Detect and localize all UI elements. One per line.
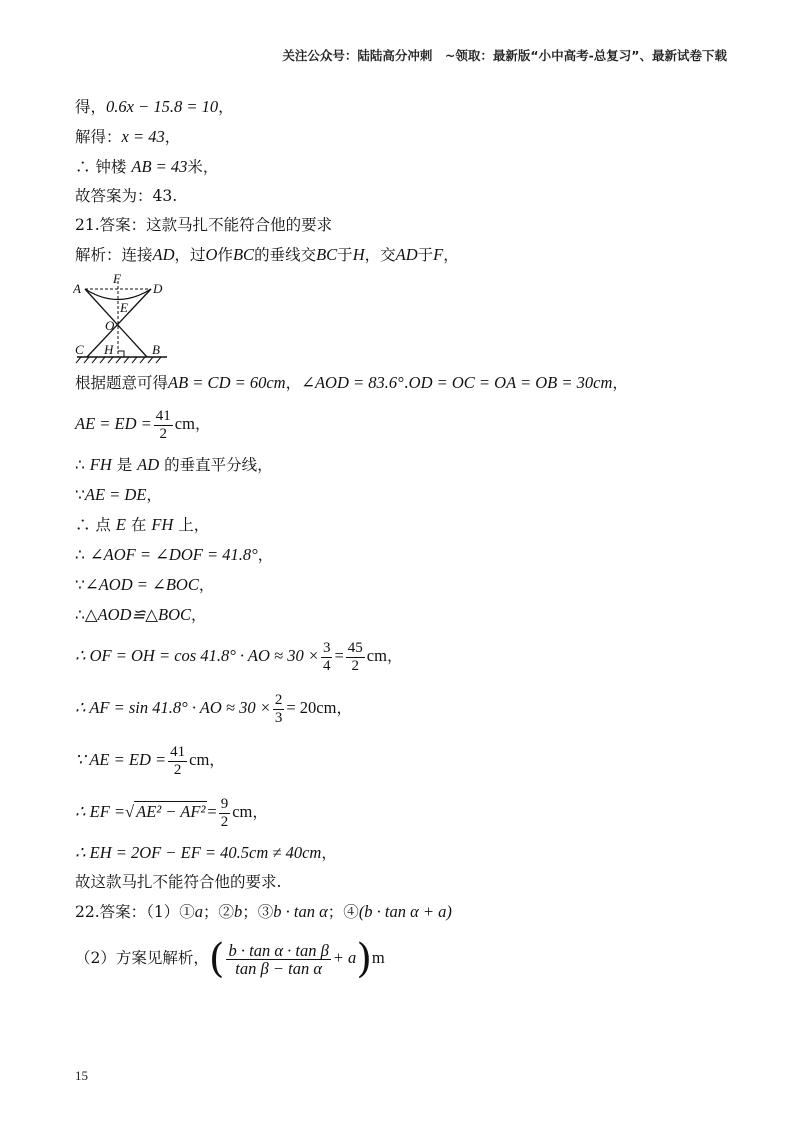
fraction xyxy=(154,408,173,443)
text: ， xyxy=(443,246,459,264)
math: (b · tan α + a) xyxy=(358,902,452,921)
text: ， xyxy=(257,546,274,564)
line-2 xyxy=(75,122,735,152)
line-3 xyxy=(75,152,735,182)
equals: = xyxy=(334,646,344,665)
text: ， xyxy=(252,803,268,821)
line-1 xyxy=(75,92,735,122)
line-7 xyxy=(75,368,735,398)
line-11 xyxy=(75,510,735,540)
numerator: 3 xyxy=(322,639,331,656)
label-b: B xyxy=(152,342,160,357)
line-16 xyxy=(75,682,735,734)
text: 于 xyxy=(337,246,353,264)
text: （2）方案见解析， xyxy=(75,949,209,967)
math: a xyxy=(194,902,204,921)
line-4: 故答案为：43. xyxy=(75,187,178,205)
text: 解得： xyxy=(75,128,122,146)
fraction xyxy=(168,744,187,779)
unit: cm xyxy=(174,414,195,433)
math: E xyxy=(115,515,126,534)
ground-hatch xyxy=(76,357,161,363)
text: 根据题意可得 xyxy=(75,374,169,392)
label-h: H xyxy=(104,342,114,357)
numerator: 41 xyxy=(155,407,171,424)
equation: x = 43 xyxy=(121,127,165,146)
text: ， xyxy=(209,751,225,769)
fraction xyxy=(219,796,231,831)
text: 的垂线交 xyxy=(254,246,317,264)
text: ；② xyxy=(203,903,235,921)
unit: cm xyxy=(366,646,387,665)
text: ∴ xyxy=(75,606,85,624)
text: 解析：连接 xyxy=(75,246,153,264)
equation: AE = DE xyxy=(84,485,147,504)
radicand: AE² − AF² xyxy=(136,802,206,821)
text: ∴ 点 xyxy=(75,516,116,534)
text: ， xyxy=(386,647,403,665)
denominator: 2 xyxy=(220,813,229,830)
unit: m xyxy=(371,948,385,967)
line-6 xyxy=(75,240,735,270)
math: b · tan α xyxy=(273,902,328,921)
numerator: 45 xyxy=(347,639,363,656)
text: ∴ xyxy=(75,456,90,474)
unit: cm xyxy=(189,750,210,769)
equation: ∴ AF = sin 41.8° · AO ≈ 30 × xyxy=(75,698,271,717)
text: ， xyxy=(612,374,628,392)
numerator: b · tan α · tan β xyxy=(228,940,329,960)
left-paren: ( xyxy=(208,936,225,982)
denominator: 2 xyxy=(159,425,168,442)
fraction xyxy=(346,640,365,675)
math: FH xyxy=(151,515,174,534)
equation: ∠AOF = ∠DOF = 41.8° xyxy=(89,545,258,564)
math: + a xyxy=(332,948,357,967)
math: AD xyxy=(395,245,418,264)
equation: AB = CD = 60cm xyxy=(168,373,286,392)
equation: ∠AOD = ∠BOC xyxy=(84,575,199,594)
line-17 xyxy=(75,734,735,786)
line-9 xyxy=(75,450,735,480)
document-body xyxy=(75,92,735,990)
line-8 xyxy=(75,398,735,450)
text: 作 xyxy=(217,246,233,264)
text: ；③ xyxy=(242,903,274,921)
denominator: 4 xyxy=(322,657,331,674)
text: ∵ xyxy=(75,576,85,594)
label-a: A xyxy=(73,281,81,296)
text: ；④ xyxy=(327,903,359,921)
numerator: 2 xyxy=(274,691,283,708)
line-12 xyxy=(75,540,735,570)
right-angle-mark xyxy=(118,351,124,357)
text: 22.答案：（1）① xyxy=(75,903,195,921)
label-c: C xyxy=(75,342,84,357)
text: 的垂直平分线， xyxy=(159,456,273,474)
text: ， xyxy=(191,606,207,624)
stool-diagram xyxy=(73,272,173,366)
right-paren: ) xyxy=(356,936,372,982)
text: 于 xyxy=(417,246,434,264)
unit: cm xyxy=(232,802,253,821)
math: F xyxy=(433,245,444,264)
denominator: 2 xyxy=(351,657,360,674)
text: ∵ xyxy=(75,486,85,504)
line-18 xyxy=(75,786,735,838)
fraction xyxy=(273,692,285,727)
math: AD xyxy=(152,245,175,264)
denominator: 3 xyxy=(274,709,283,726)
math: O xyxy=(205,245,218,264)
equation: ∵ AE = ED = xyxy=(75,750,167,769)
fraction xyxy=(226,942,330,977)
text: ， xyxy=(285,374,302,392)
equation: AB = 43 xyxy=(131,157,188,176)
line-13 xyxy=(75,570,735,600)
text: ， xyxy=(321,844,337,862)
math: AD xyxy=(137,455,160,474)
line-15 xyxy=(75,630,735,682)
text: ∴ 钟楼 xyxy=(75,158,132,176)
text: ， xyxy=(198,576,215,594)
sqrt-sign: √ xyxy=(125,802,135,821)
equation: = 20cm xyxy=(286,698,337,717)
label-d: D xyxy=(153,281,163,296)
label-e: E xyxy=(120,300,128,315)
text: 上， xyxy=(173,516,210,534)
equation: △AOD≌△BOC xyxy=(84,605,191,624)
math: b xyxy=(234,902,243,921)
line-14 xyxy=(75,600,735,630)
page-header: 关注公众号：陆陆高分冲刺 ~领取：最新版“小中高考-总复习”、最新试卷下载 xyxy=(282,48,727,63)
text: ， xyxy=(164,128,181,146)
equation: ∴ OF = OH = cos 41.8° · AO ≈ 30 × xyxy=(75,646,319,665)
text: ∴ xyxy=(75,546,90,564)
question-21-answer: 21.答案：这款马扎不能符合他的要求 xyxy=(75,216,333,234)
page-number: 15 xyxy=(75,1068,88,1083)
math: BC xyxy=(232,245,255,264)
line-22 xyxy=(75,927,735,990)
text: 米， xyxy=(187,158,219,176)
numerator: 9 xyxy=(220,795,229,812)
text: ， xyxy=(336,699,352,717)
equation: AE = ED = xyxy=(75,414,152,433)
text: . xyxy=(403,374,409,392)
text: ， xyxy=(218,98,234,116)
equation: ∠AOD = 83.6° xyxy=(301,373,404,392)
numerator: 41 xyxy=(170,743,186,760)
text: 在 xyxy=(125,516,152,534)
text: 是 xyxy=(111,456,138,474)
line-20: 故这款马扎不能符合他的要求. xyxy=(75,873,282,891)
question-22-answer xyxy=(75,897,735,927)
line-19 xyxy=(75,838,735,868)
equation: ∴ EH = 2OF − EF = 40.5cm ≠ 40cm xyxy=(75,843,322,862)
equation: 0.6x − 15.8 = 10 xyxy=(106,97,219,116)
fraction xyxy=(321,640,333,675)
math: FH xyxy=(89,455,112,474)
text: ，过 xyxy=(174,246,206,264)
denominator: tan β − tan α xyxy=(235,958,322,978)
math: BC xyxy=(316,245,338,264)
equals: = xyxy=(207,802,217,821)
math: H xyxy=(352,245,365,264)
equation: OD = OC = OA = OB = 30cm xyxy=(408,373,613,392)
text: 得， xyxy=(75,98,107,116)
text: ， xyxy=(146,486,162,504)
equation: ∴ EF = xyxy=(75,802,126,821)
line-10 xyxy=(75,480,735,510)
text: ，交 xyxy=(364,246,396,264)
denominator: 2 xyxy=(173,761,182,778)
label-f: F xyxy=(113,272,121,286)
text: ， xyxy=(194,415,211,433)
label-o: O xyxy=(105,318,115,333)
